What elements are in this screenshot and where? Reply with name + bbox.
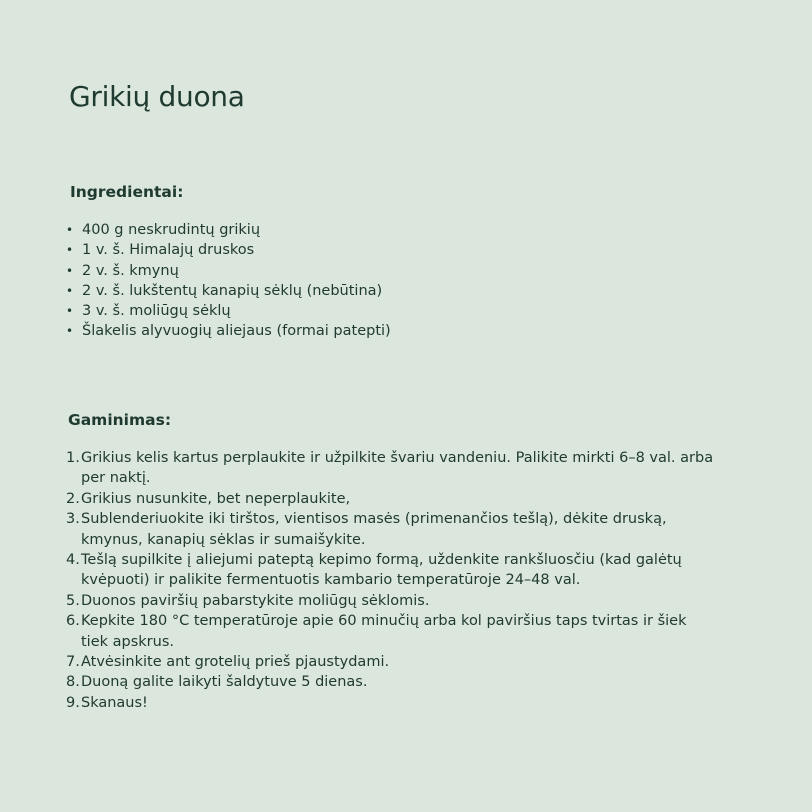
step-item	[66, 611, 716, 652]
step-number: 5.	[66, 592, 80, 609]
ingredient-item	[66, 220, 391, 240]
ingredient-item	[66, 240, 391, 260]
bullet-icon: •	[66, 304, 74, 319]
step-item	[66, 550, 716, 591]
step-number: 9.	[66, 694, 80, 711]
step-text: Grikius kelis kartus perplaukite ir užpilkite švariu vandeniu. Palikite mirkti 6–8 val. arba per naktį.	[81, 450, 714, 487]
step-text: Tešlą supilkite į aliejumi pateptą kepimo formą, uždenkite rankšluosčiu (kad galėtų kvėpuoti) ir palikite fermentuotis kambario temperatūroje 24–48 val.	[81, 552, 682, 589]
ingredient-item	[66, 321, 391, 341]
step-text: Sublenderiuokite iki tirštos, vientisos masės (primenančios tešlą), dėkite druską, kmynus, kanapių sėklas ir sumaišykite.	[81, 511, 667, 548]
step-item	[66, 672, 716, 692]
step-text: Atvėsinkite ant grotelių prieš pjaustydami.	[81, 654, 390, 671]
step-text: Duonos paviršių pabarstykite moliūgų sėklomis.	[81, 592, 430, 609]
step-text: Kepkite 180 °C temperatūroje apie 60 minučių arba kol paviršius taps tvirtas ir šiek tiek apskrus.	[81, 613, 687, 650]
bullet-icon: •	[66, 283, 74, 298]
step-number: 3.	[66, 511, 80, 528]
step-number: 4.	[66, 552, 80, 569]
step-text: Skanaus!	[81, 694, 148, 711]
preparation-steps	[66, 448, 716, 713]
step-number: 6.	[66, 613, 80, 630]
step-number: 8.	[66, 674, 80, 691]
step-item	[66, 509, 716, 550]
bullet-icon: •	[66, 243, 74, 258]
step-number: 7.	[66, 654, 80, 671]
ingredient-item	[66, 301, 391, 321]
ingredient-text: 2 v. š. lukštentų kanapių sėklų (nebūtina)	[82, 282, 383, 299]
step-number: 1.	[66, 450, 80, 466]
step-item	[66, 489, 716, 509]
step-item	[66, 693, 716, 713]
step-text: Grikius nusunkite, bet neperplaukite,	[81, 490, 351, 507]
step-text: Duoną galite laikyti šaldytuve 5 dienas.	[81, 674, 368, 691]
ingredients-list	[66, 220, 391, 342]
page-title: Grikių duona	[69, 80, 245, 113]
step-item	[66, 591, 716, 611]
step-item	[66, 652, 716, 672]
bullet-icon: •	[66, 223, 74, 237]
ingredient-item	[66, 261, 391, 281]
ingredient-text: 2 v. š. kmynų	[82, 262, 179, 279]
bullet-icon: •	[66, 324, 74, 339]
preparation-heading: Gaminimas:	[68, 411, 172, 429]
ingredient-text: 1 v. š. Himalajų druskos	[82, 242, 255, 259]
ingredient-item	[66, 281, 391, 301]
ingredient-text: 3 v. š. moliūgų sėklų	[82, 303, 231, 320]
step-item	[66, 448, 716, 489]
ingredients-heading: Ingredientai:	[70, 183, 184, 201]
ingredient-text: Šlakelis alyvuogių aliejaus (formai patepti)	[82, 323, 391, 340]
bullet-icon: •	[66, 263, 74, 278]
ingredient-text: 400 g neskrudintų grikių	[82, 222, 261, 238]
step-number: 2.	[66, 490, 80, 507]
